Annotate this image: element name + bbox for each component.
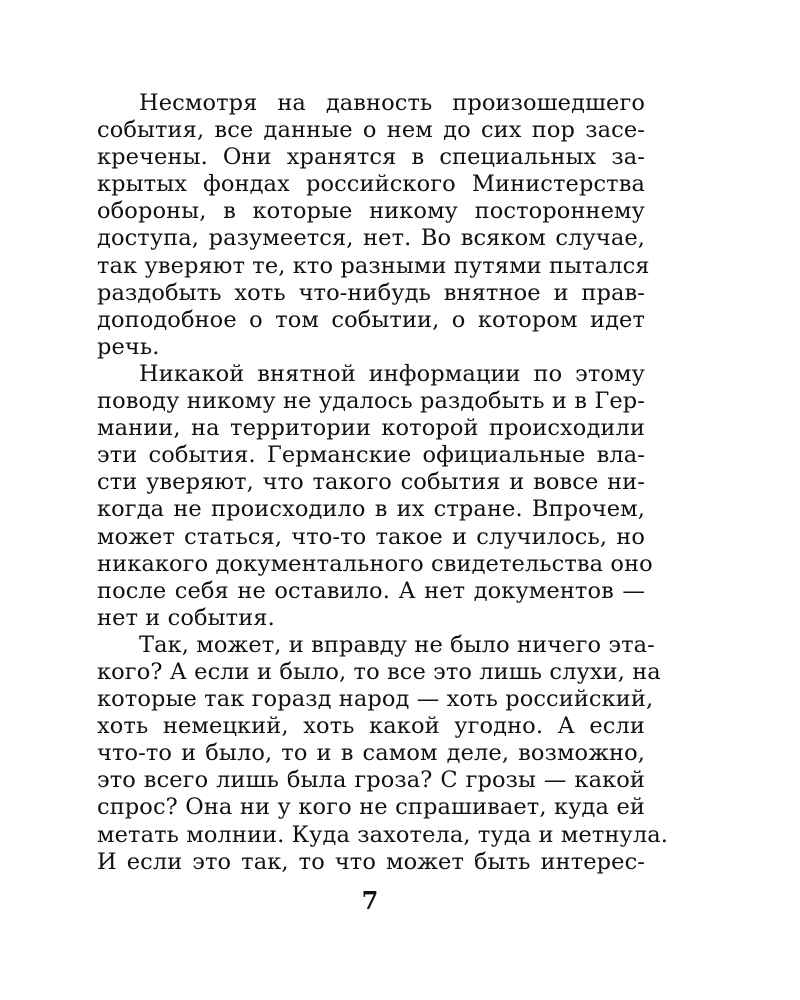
text-line: Несмотря на давность произошедшего	[139, 90, 645, 116]
text-line: мании, на территории которой происходили	[97, 415, 645, 442]
text-line: события, все данные о нем до сих пор засе-	[97, 117, 645, 144]
text-line: кречены. Они хранятся в специальных за-	[97, 144, 645, 171]
page-text-block	[97, 90, 669, 876]
text-line: сти уверяют, что такого события и вовсе ни-	[97, 469, 645, 496]
text-line: И если это так, то что может быть интерес-	[97, 848, 645, 875]
text-line: нет и события.	[97, 604, 275, 631]
text-line: доступа, разумеется, нет. Во всяком случае,	[97, 225, 645, 252]
text-line: эти события. Германские официальные вла-	[97, 442, 645, 469]
text-line: Так, может, и вправду не было ничего эта-	[139, 631, 655, 658]
text-line: после себя не оставило. А нет документов —	[97, 577, 645, 604]
text-line: доподобное о том событии, о котором идет	[97, 306, 645, 333]
text-line: речь.	[97, 333, 160, 360]
paragraph-1	[97, 90, 650, 361]
text-line: метать молнии. Куда захотела, туда и метнула.	[97, 821, 669, 848]
text-line: Никакой внятной информации по этому	[139, 360, 645, 387]
text-line: так уверяют те, кто разными путями пытался	[97, 252, 650, 279]
paragraph-3	[97, 631, 669, 876]
text-line: обороны, в которые никому постороннему	[97, 198, 645, 225]
text-line: хоть немецкий, хоть какой угодно. А если	[97, 713, 645, 740]
text-line: которые так горазд народ — хоть российский,	[97, 686, 654, 713]
text-line: когда не происходило в их стране. Впрочем,	[97, 496, 645, 523]
text-line: спрос? Она ни у кого не спрашивает, куда ей	[97, 794, 645, 821]
text-line: кого? А если и было, то все это лишь слухи, на	[97, 658, 661, 685]
text-line: поводу никому не удалось раздобыть и в Гер-	[97, 388, 645, 415]
text-line: раздобыть хоть что-нибудь внятное и прав-	[97, 279, 645, 306]
text-line: никакого документального свидетельства оно	[97, 550, 653, 577]
paragraph-2	[97, 360, 653, 632]
text-line: что-то и было, то и в самом деле, возможно,	[97, 740, 645, 767]
text-line: может статься, что-то такое и случилось, но	[97, 523, 645, 550]
page-number: 7	[361, 886, 379, 915]
text-line: это всего лишь была гроза? С грозы — какой	[97, 767, 645, 794]
text-line: крытых фондах российского Министерства	[97, 171, 645, 198]
